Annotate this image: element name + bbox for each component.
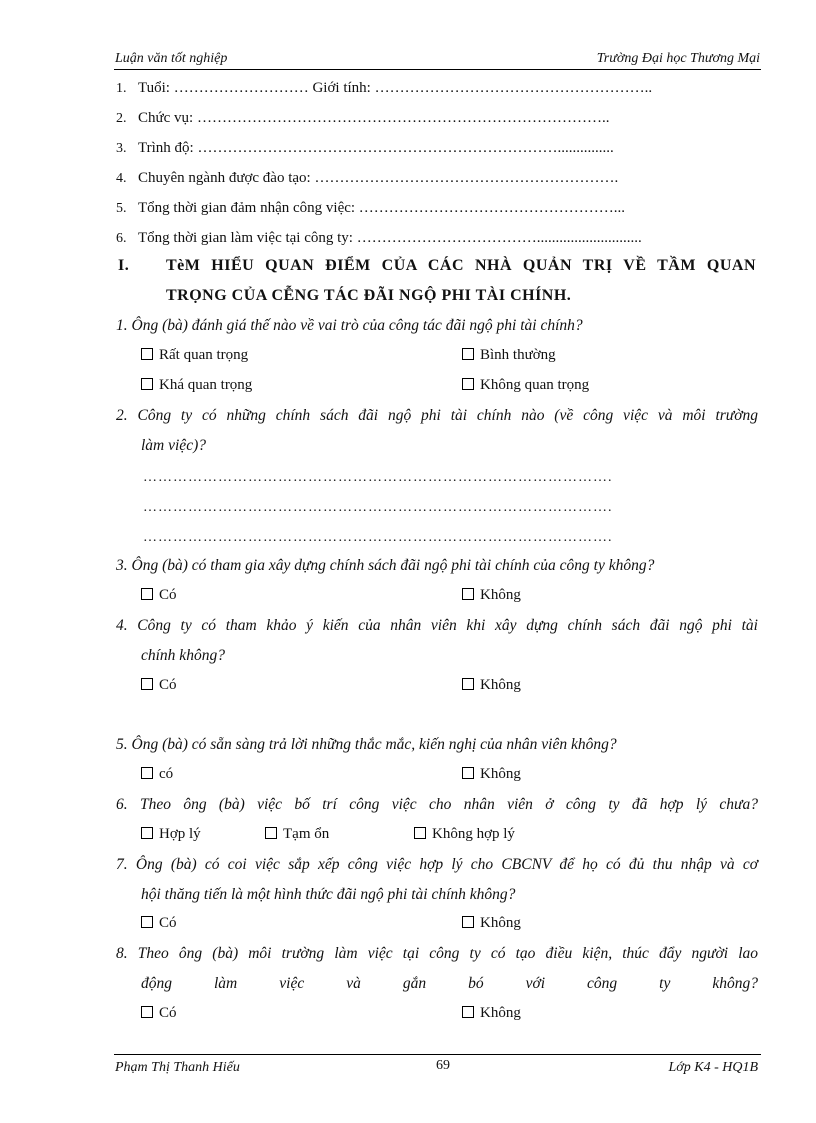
option-very-important[interactable]: Rất quan trọng: [141, 347, 248, 364]
question-5: 5. Ông (bà) có sẵn sàng trả lời những thắc mắc, kiến nghị của nhân viên không?: [116, 736, 617, 753]
header-left: Luận văn tốt nghiệp: [115, 51, 228, 66]
section-title-line1: TèM HIỂU QUAN ĐIỂM CỦA CÁC NHÀ QUẢN TRỊ VỀ TẦM QUAN: [166, 257, 756, 274]
option-no[interactable]: Không: [462, 915, 521, 932]
info-item-job-tenure: 5. Tổng thời gian đảm nhận công việc: ……………………………………………...: [116, 200, 626, 216]
option-yes[interactable]: Có: [141, 915, 177, 932]
info-item-position: 2. Chức vụ: ………………………………………………………………………..: [116, 110, 610, 126]
checkbox-icon[interactable]: [462, 678, 474, 690]
info-item-education: 3. Trình độ: ………………………………………………………………...............: [116, 140, 614, 156]
question-8-line1: 8. Theo ông (bà) môi trường làm việc tại công ty có tạo điều kiện, thúc đẩy người lao: [116, 945, 759, 962]
question-7-line2: hội thăng tiến là một hình thức đãi ngộ phi tài chính không?: [141, 886, 516, 903]
option-acceptable[interactable]: Tạm ổn: [265, 826, 329, 843]
checkbox-icon[interactable]: [141, 588, 153, 600]
option-yes[interactable]: có: [141, 766, 173, 783]
info-item-age: 1. Tuổi: ……………………… Giới tính: ………………………………………………..: [116, 80, 653, 96]
checkbox-icon[interactable]: [265, 827, 277, 839]
checkbox-icon[interactable]: [462, 767, 474, 779]
answer-line-2[interactable]: ………………………………………………………………………………….: [143, 500, 613, 515]
question-2-line1: 2. Công ty có những chính sách đãi ngộ phi tài chính nào (về công việc và môi trường: [116, 407, 759, 424]
header-rule: [114, 69, 761, 70]
question-4-line1: 4. Công ty có tham khảo ý kiến của nhân viên khi xây dựng chính sách đãi ngộ phi tài: [116, 617, 758, 634]
question-7-line1: 7. Ông (bà) có coi việc sắp xếp công việc hợp lý cho CBCNV để họ có đủ thu nhập và cơ: [116, 856, 758, 873]
question-6: 6. Theo ông (bà) việc bố trí công việc cho nhân viên ở công ty đã hợp lý chưa?: [116, 796, 758, 813]
checkbox-icon[interactable]: [141, 378, 153, 390]
option-yes[interactable]: Có: [141, 1005, 177, 1022]
checkbox-icon[interactable]: [141, 678, 153, 690]
checkbox-icon[interactable]: [141, 348, 153, 360]
answer-line-1[interactable]: ………………………………………………………………………………….: [143, 470, 613, 485]
section-number: I.: [118, 257, 130, 274]
checkbox-icon[interactable]: [462, 916, 474, 928]
option-no[interactable]: Không: [462, 766, 521, 783]
checkbox-icon[interactable]: [141, 1006, 153, 1018]
option-unreasonable[interactable]: Không hợp lý: [414, 826, 515, 843]
option-yes[interactable]: Có: [141, 677, 177, 694]
option-fairly-important[interactable]: Khá quan trọng: [141, 377, 252, 394]
info-item-major: 4. Chuyên ngành được đào tạo: …………………………………………………….: [116, 170, 619, 186]
checkbox-icon[interactable]: [462, 588, 474, 600]
answer-line-3[interactable]: ………………………………………………………………………………….: [143, 530, 613, 545]
checkbox-icon[interactable]: [462, 378, 474, 390]
question-1: 1. Ông (bà) đánh giá thế nào về vai trò của công tác đãi ngộ phi tài chính?: [116, 317, 583, 334]
page-number: 69: [436, 1058, 450, 1073]
section-title-line2: TRỌNG CỦA CỄNG TÁC ĐÃI NGỘ PHI TÀI CHÍNH.: [166, 287, 572, 304]
checkbox-icon[interactable]: [414, 827, 426, 839]
header-right: Trường Đại học Thương Mại: [596, 51, 760, 66]
option-no[interactable]: Không: [462, 587, 521, 604]
footer-class: Lớp K4 - HQ1B: [668, 1060, 758, 1075]
footer-author: Phạm Thị Thanh Hiếu: [115, 1060, 240, 1075]
checkbox-icon[interactable]: [141, 827, 153, 839]
checkbox-icon[interactable]: [141, 767, 153, 779]
question-8-line2: động làm việc và gắn bó với công ty không?: [141, 975, 758, 992]
checkbox-icon[interactable]: [462, 1006, 474, 1018]
info-item-company-tenure: 6. Tổng thời gian làm việc tại công ty: ………………………………............................: [116, 230, 642, 246]
option-yes[interactable]: Có: [141, 587, 177, 604]
question-4-line2: chính không?: [141, 647, 225, 664]
option-no[interactable]: Không: [462, 1005, 521, 1022]
option-reasonable[interactable]: Hợp lý: [141, 826, 201, 843]
checkbox-icon[interactable]: [462, 348, 474, 360]
question-3: 3. Ông (bà) có tham gia xây dựng chính sách đãi ngộ phi tài chính của công ty không?: [116, 557, 655, 574]
checkbox-icon[interactable]: [141, 916, 153, 928]
footer-rule: [114, 1054, 761, 1055]
option-not-important[interactable]: Không quan trọng: [462, 377, 589, 394]
question-2-line2: làm việc)?: [141, 437, 206, 454]
option-normal[interactable]: Bình thường: [462, 347, 556, 364]
option-no[interactable]: Không: [462, 677, 521, 694]
